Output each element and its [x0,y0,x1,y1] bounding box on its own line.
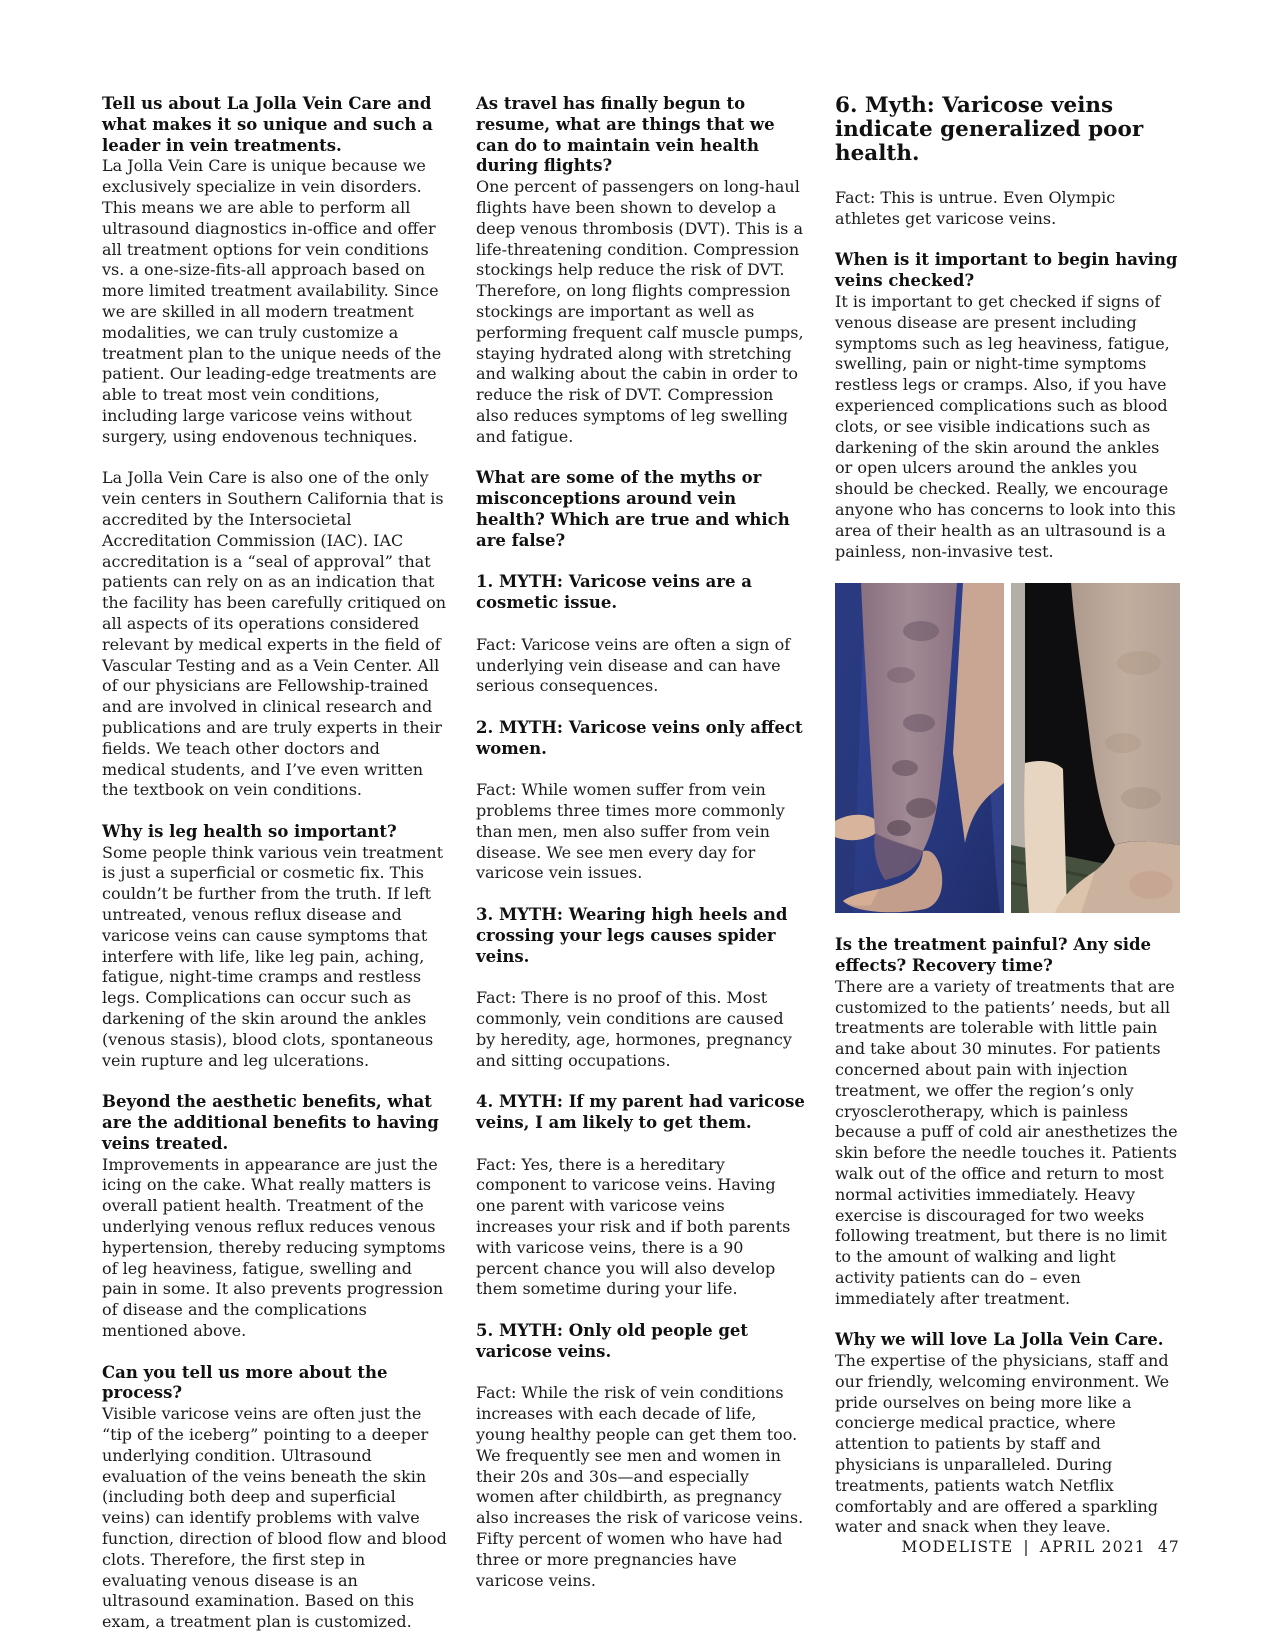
column-1 [102,94,447,1633]
myth-3-heading: 3. MYTH: Wearing high heels and crossing your legs causes spider veins. [476,905,788,966]
answer-paragraph: One percent of passengers on long-haul flights have been shown to develop a deep venous thrombosis (DVT). This is a life-threatening condition. Compression stockings help reduce the risk of DVT. Therefore, on long flights compression stockings are important as well as performing frequent calf muscle pumps, staying hydrated along with stretching and walking about the cabin in order to reduce the risk of DVT. Compression also reduces symptoms of leg swelling and fatigue. [476,177,804,446]
myth-5-fact-paragraph: Fact: While the risk of vein conditions increases with each decade of life, young healthy people can get them too. We frequently see men and women in their 20s and 30s—and especially women after childbirth, as pregnancy also increases the risk of varicose veins. Fifty percent of women who have had three or more pregnancies have varicose veins. [476,1383,804,1590]
question-heading-myths-intro: What are some of the myths or misconceptions around vein health? Which are true and which are false? [476,468,790,550]
answer-paragraph: La Jolla Vein Care is unique because we exclusively specialize in vein disorders. This means we are able to perform all ultrasound diagnostics in-office and offer all treatment options for vein conditions vs. a one-size-fits-all approach based on more limited treatment availability. Since we are skilled in all modern treatment modalities, we can truly customize a treatment plan to the unique needs of the patient. Our leading-edge treatments are able to treat most vein conditions, including large varicose veins without surgery, using endovenous techniques. [102,156,442,446]
myth-4-heading: 4. MYTH: If my parent had varicose veins, I am likely to get them. [476,1092,805,1133]
myth-6-heading: 6. Myth: Varicose veins indicate generalized poor health. [835,93,1144,166]
question-heading-process: Can you tell us more about the process? [102,1362,388,1403]
before-after-legs-photo [835,583,1180,913]
answer-paragraph: It is important to get checked if signs of venous disease are present including symptoms such as leg heaviness, fatigue, swelling, pain or night-time symptoms restless legs or cramps. Also, if you have experienced complications such as blood clots, or see visible indications such as darkening of the skin around the ankles or open ulcers around the ankles you should be checked. Really, we encourage anyone who has concerns to look into this area of their health as an ultrasound is a painless, non-invasive test. [835,291,1176,561]
myth-4-fact-paragraph: Fact: Yes, there is a hereditary component to varicose veins. Having one parent with varicose veins increases your risk and if both parents with varicose veins, there is a 90 percent chance you will also develop them sometime during your life. [476,1154,791,1299]
footer-separator: | [1023,1538,1030,1556]
answer-paragraph: There are a variety of treatments that are customized to the patients’ needs, but all treatments are tolerable with little pain and take about 30 minutes. For patients concerned about pain with injection treatment, we offer the region’s only cryosclerotherapy, which is painless because a puff of cold air anesthetizes the skin before the needle touches it. Patients walk out of the office and return to most normal activities immediately. Heavy exercise is discouraged for two weeks following treatment, but there is no limit to the amount of walking and light activity patients can do – even immediately after treatment. [835,976,1178,1308]
myth-5-heading: 5. MYTH: Only old people get varicose veins. [476,1321,748,1361]
myth-2-heading: 2. MYTH: Varicose veins only affect women. [476,717,803,758]
answer-paragraph: The expertise of the physicians, staff and our friendly, welcoming environment. We pride ourselves on being more like a concierge medical practice, where attention to patients by staff and physicians is unparalleled. During treatments, patients watch Netflix comfortably and are offered a sparkling water and snack when they leave. [835,1351,1170,1537]
myth-1-fact-paragraph: Fact: Varicose veins are often a sign of underlying vein disease and can have serious consequences. [476,634,791,696]
column-2 [476,94,806,1633]
question-heading-leg-health: Why is leg health so important? [102,821,397,841]
question-heading-travel-flights: As travel has finally begun to resume, what are things that we can do to maintain vein health during flights? [476,94,775,176]
answer-paragraph: La Jolla Vein Care is also one of the only vein centers in Southern California that is accredited by the Intersocietal Accreditation Commission (IAC). IAC accreditation is a “seal of approval” that patients can rely on as an indication that the facility has been carefully critiqued on all aspects of its operations considered relevant by medical experts in the field of Vascular Testing and as a Vein Center. All of our physicians are Fellowship-trained and are involved in clinical research and publications and are truly experts in their fields. We teach other doctors and medical students, and I’ve even written the textbook on vein conditions. [102,468,447,800]
question-heading-unique-leader: Tell us about La Jolla Vein Care and what makes it so unique and such a leader in vein treatments. [102,94,433,155]
myth-2-fact-paragraph: Fact: While women suffer from vein problems three times more commonly than men, men also suffer from vein disease. We see men every day for varicose vein issues. [476,780,785,883]
issue-date: APRIL 2021 [1039,1538,1146,1556]
question-heading-treatment-painful: Is the treatment painful? Any side effects? Recovery time? [835,935,1152,975]
page-number: 47 [1157,1538,1180,1556]
myth-1-heading: 1. MYTH: Varicose veins are a cosmetic issue. [476,572,752,613]
answer-paragraph: Improvements in appearance are just the icing on the cake. What really matters is overall patient health. Treatment of the underlying venous reflux reduces venous hypertension, thereby reducing symptoms of leg heaviness, fatigue, swelling and pain in some. It also prevents progression of disease and the complications mentioned above. [102,1154,446,1341]
article-columns [102,94,1180,1633]
column-3 [835,94,1180,1633]
answer-paragraph: Visible varicose veins are often just the “tip of the iceberg” pointing to a deeper underlying condition. Ultrasound evaluation of the veins beneath the skin (including both deep and superficial veins) can identify problems with valve function, direction of blood flow and blood clots. Therefore, the first step in evaluating venous disease is an ultrasound examination. Based on this exam, a treatment plan is customized. [102,1404,447,1632]
myth-6-fact-paragraph: Fact: This is untrue. Even Olympic athletes get varicose veins. [835,188,1116,228]
question-heading-additional-benefits: Beyond the aesthetic benefits, what are the additional benefits to having veins treated. [102,1092,439,1153]
page-footer [102,1538,1180,1556]
question-heading-when-checked: When is it important to begin having veins checked? [835,250,1178,291]
after-photo [1011,583,1180,913]
myth-3-fact-paragraph: Fact: There is no proof of this. Most commonly, vein conditions are caused by heredity, age, hormones, pregnancy and sitting occupations. [476,988,792,1070]
magazine-name: MODELISTE [901,1538,1014,1556]
before-photo [835,583,1004,913]
question-heading-why-love: Why we will love La Jolla Vein Care. [835,1330,1164,1350]
answer-paragraph: Some people think various vein treatment is just a superficial or cosmetic fix. This couldn’t be further from the truth. If left untreated, venous reflux disease and varicose veins can cause symptoms that interfere with life, like leg pain, aching, fatigue, night-time cramps and restless legs. Complications can occur such as darkening of the skin around the ankles (venous stasis), blood clots, spontaneous vein rupture and leg ulcerations. [102,842,443,1070]
